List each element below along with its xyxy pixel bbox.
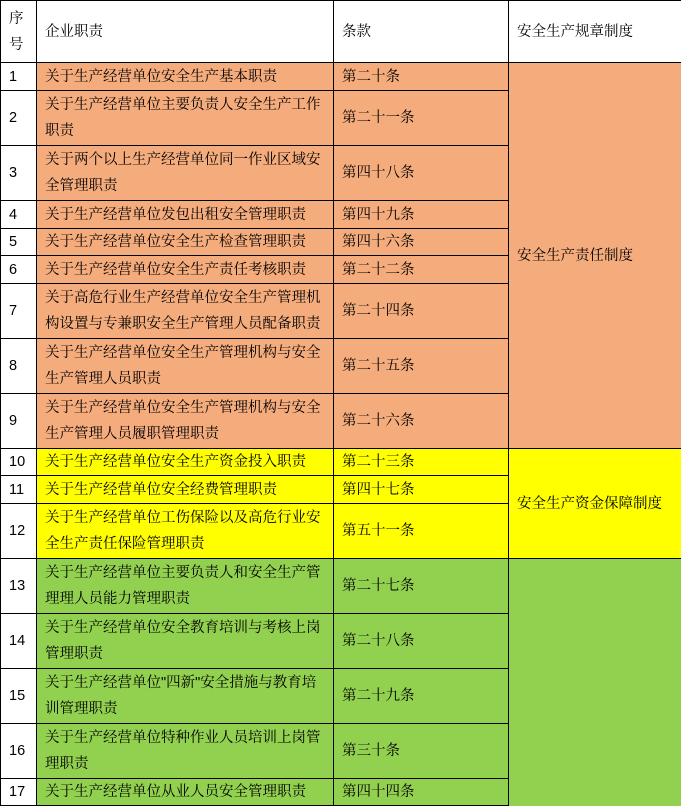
cell-seq: 1 [1,63,37,91]
cell-duty: 关于生产经营单位特种作业人员培训上岗管理职责 [37,724,334,779]
cell-clause: 第四十六条 [334,229,509,256]
cell-clause: 第二十六条 [334,394,509,449]
cell-duty: 关于生产经营单位安全生产基本职责 [37,63,334,91]
cell-regulation-group: 安全生产资金保障制度 [509,449,681,559]
cell-seq: 15 [1,669,37,724]
header-duty: 企业职责 [37,1,334,63]
cell-duty: 关于生产经营单位"四新"安全措施与教育培训管理职责 [37,669,334,724]
cell-duty: 关于生产经营单位主要负责人和安全生产管理理人员能力管理职责 [37,559,334,614]
cell-duty: 关于生产经营单位工伤保险以及高危行业安全生产责任保险管理职责 [37,504,334,559]
cell-regulation-group: 安全生产责任制度 [509,63,681,449]
cell-seq: 9 [1,394,37,449]
cell-clause: 第四十七条 [334,476,509,504]
cell-seq: 10 [1,449,37,476]
cell-duty: 关于生产经营单位发包出租安全管理职责 [37,201,334,229]
cell-seq: 2 [1,91,37,146]
cell-seq: 3 [1,146,37,201]
cell-regulation-group [509,559,681,806]
cell-duty: 关于生产经营单位安全生产管理机构与安全生产管理人员履职管理职责 [37,394,334,449]
cell-seq: 13 [1,559,37,614]
cell-seq: 14 [1,614,37,669]
cell-seq: 12 [1,504,37,559]
cell-duty: 关于生产经营单位主要负责人安全生产工作职责 [37,91,334,146]
header-regulation: 安全生产规章制度 [509,1,681,63]
cell-duty: 关于两个以上生产经营单位同一作业区域安全管理职责 [37,146,334,201]
table-body [1,63,681,806]
cell-duty: 关于生产经营单位安全生产责任考核职责 [37,256,334,284]
cell-seq: 11 [1,476,37,504]
cell-clause: 第二十七条 [334,559,509,614]
cell-duty: 关于生产经营单位安全经费管理职责 [37,476,334,504]
table-row [1,63,681,91]
cell-duty: 关于生产经营单位安全生产检查管理职责 [37,229,334,256]
cell-clause: 第二十条 [334,63,509,91]
cell-seq: 5 [1,229,37,256]
cell-seq: 4 [1,201,37,229]
cell-clause: 第三十条 [334,724,509,779]
cell-clause: 第四十四条 [334,779,509,806]
cell-clause: 第二十二条 [334,256,509,284]
cell-clause: 第二十三条 [334,449,509,476]
cell-clause: 第五十一条 [334,504,509,559]
cell-clause: 第二十五条 [334,339,509,394]
cell-seq: 6 [1,256,37,284]
header-clause: 条款 [334,1,509,63]
cell-duty: 关于生产经营单位安全教育培训与考核上岗管理职责 [37,614,334,669]
cell-clause: 第二十八条 [334,614,509,669]
cell-clause: 第四十八条 [334,146,509,201]
table-row [1,559,681,614]
table-row [1,449,681,476]
cell-duty: 关于生产经营单位安全生产管理机构与安全生产管理人员职责 [37,339,334,394]
cell-clause: 第二十九条 [334,669,509,724]
cell-seq: 16 [1,724,37,779]
cell-clause: 第二十四条 [334,284,509,339]
cell-duty: 关于生产经营单位从业人员安全管理职责 [37,779,334,806]
header-seq: 序号 [1,1,37,63]
cell-clause: 第四十九条 [334,201,509,229]
cell-clause: 第二十一条 [334,91,509,146]
cell-duty: 关于生产经营单位安全生产资金投入职责 [37,449,334,476]
cell-seq: 8 [1,339,37,394]
cell-duty: 关于高危行业生产经营单位安全生产管理机构设置与专兼职安全生产管理人员配备职责 [37,284,334,339]
cell-seq: 7 [1,284,37,339]
table-header [1,1,681,63]
cell-seq: 17 [1,779,37,806]
header-row [1,1,681,63]
